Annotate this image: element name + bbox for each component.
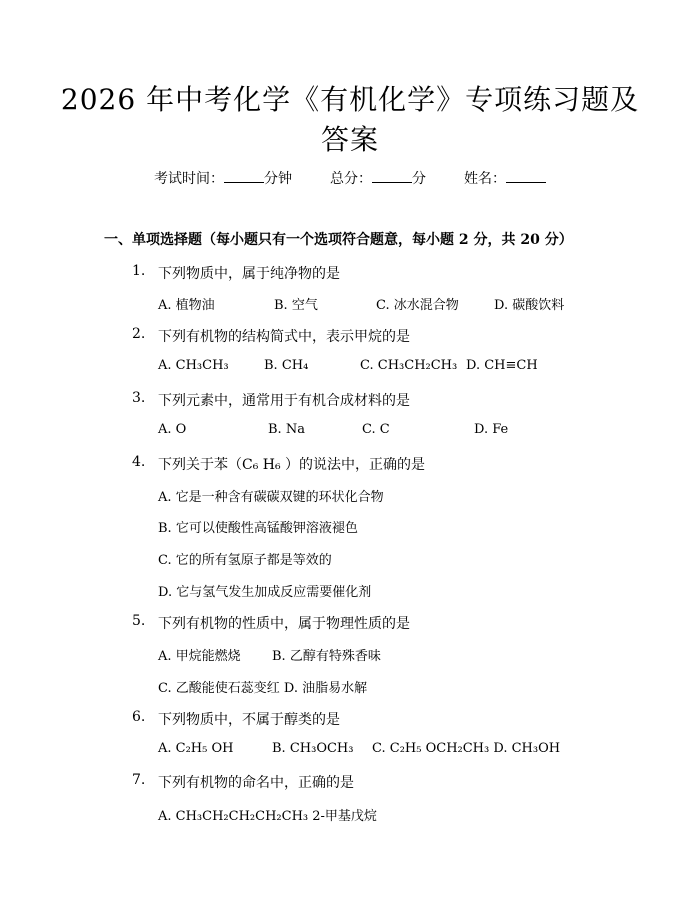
question-text: 下列有机物的结构简式中，表示甲烷的是 xyxy=(158,329,410,345)
question-number: 1. xyxy=(132,263,146,279)
doc-title-line1: 2026 年中考化学《有机化学》专项练习题及 xyxy=(60,83,640,116)
q5-option-cd: C. 乙酸能使石蕊变红 D. 油脂易水解 xyxy=(158,681,368,696)
time-unit: 分钟 xyxy=(264,171,292,187)
q6-option-b: B. CH₃OCH₃ xyxy=(272,741,354,756)
question-text: 下列关于苯（C₆ H₆ ）的说法中，正确的是 xyxy=(158,457,426,473)
q1-option-a: A. 植物油 xyxy=(158,298,215,313)
q1-option-b: B. 空气 xyxy=(274,298,318,313)
question-text: 下列有机物的性质中，属于物理性质的是 xyxy=(158,616,410,632)
question-number: 2. xyxy=(132,326,146,342)
score-blank xyxy=(372,170,412,183)
q6-option-a: A. C₂H₅ OH xyxy=(158,741,234,756)
q4-option-c: C. 它的所有氢原子都是等效的 xyxy=(158,553,332,568)
time-label: 考试时间： xyxy=(154,171,224,187)
question-number: 3. xyxy=(132,390,146,406)
question-number: 4. xyxy=(132,454,146,470)
question-text: 下列有机物的命名中，正确的是 xyxy=(158,775,354,791)
q4-option-d: D. 它与氢气发生加成反应需要催化剂 xyxy=(158,585,372,600)
q2-option-b: B. CH₄ xyxy=(264,358,309,373)
question-number: 5. xyxy=(132,613,146,629)
name-blank xyxy=(506,170,546,183)
q6-option-cd: C. C₂H₅ OCH₂CH₃ D. CH₃OH xyxy=(372,741,561,756)
q3-option-a: A. O xyxy=(158,422,187,437)
q1-option-d: D. 碳酸饮料 xyxy=(494,298,565,313)
question-text: 下列物质中，不属于醇类的是 xyxy=(158,712,340,728)
score-label: 总分： xyxy=(330,171,372,187)
doc-title-line2: 答案 xyxy=(320,123,379,156)
q3-option-b: B. Na xyxy=(268,422,305,437)
section-heading: 一、单项选择题（每小题只有一个选项符合题意，每小题 2 分，共 20 分） xyxy=(104,232,573,248)
exam-info-line xyxy=(0,168,700,188)
question-number: 6. xyxy=(132,709,146,725)
q2-option-c: C. CH₃CH₂CH₃ xyxy=(360,358,458,373)
question-number: 7. xyxy=(132,772,146,788)
question-text: 下列元素中，通常用于有机合成材料的是 xyxy=(158,393,410,409)
q4-option-b: B. 它可以使酸性高锰酸钾溶液褪色 xyxy=(158,521,358,536)
q2-option-a: A. CH₃CH₃ xyxy=(158,358,229,373)
q4-option-a: A. 它是一种含有碳碳双键的环状化合物 xyxy=(158,490,384,505)
q5-option-b: B. 乙醇有特殊香味 xyxy=(272,649,381,664)
q1-option-c: C. 冰水混合物 xyxy=(376,298,459,313)
time-blank xyxy=(224,170,264,183)
score-unit: 分 xyxy=(412,171,426,187)
q7-option-a: A. CH₃CH₂CH₂CH₂CH₃ 2-甲基戊烷 xyxy=(158,809,377,824)
question-text: 下列物质中，属于纯净物的是 xyxy=(158,266,340,282)
q2-option-d: D. CH≡CH xyxy=(466,358,538,373)
name-label: 姓名： xyxy=(464,171,506,187)
q3-option-c: C. C xyxy=(362,422,390,437)
q3-option-d: D. Fe xyxy=(474,422,509,437)
q5-option-a: A. 甲烷能燃烧 xyxy=(158,649,241,664)
